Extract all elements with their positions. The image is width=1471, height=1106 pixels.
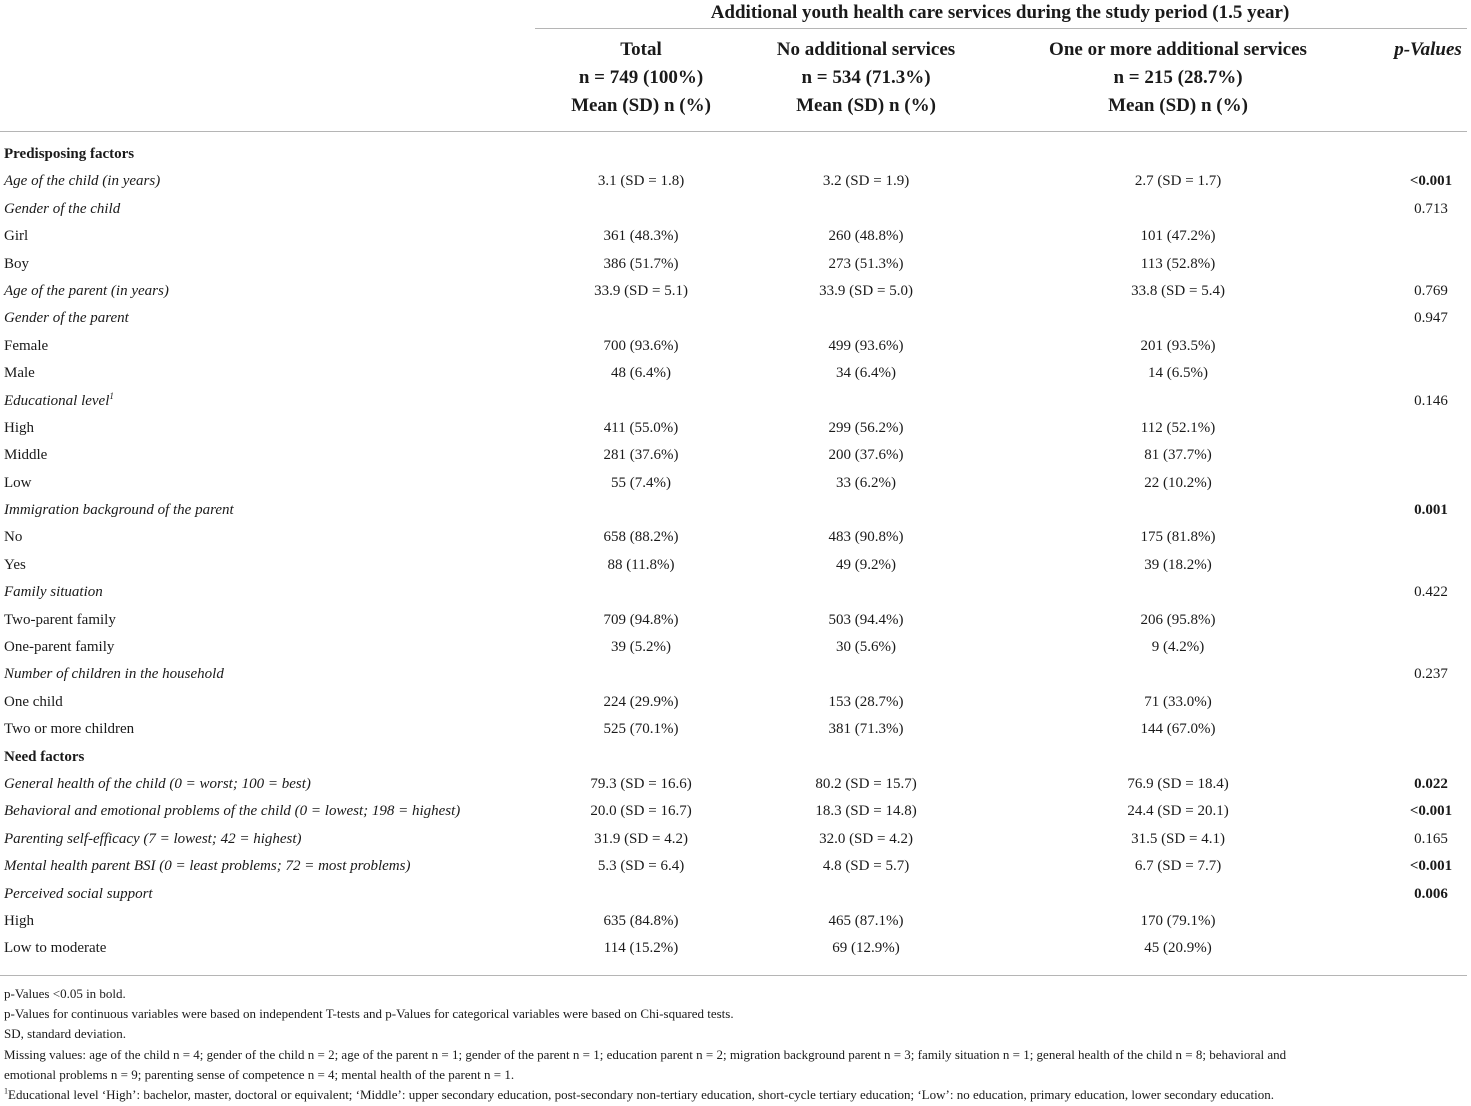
table-row: [0, 251, 1471, 278]
column-header-title: Total: [620, 39, 662, 60]
row-label: [4, 661, 224, 688]
cell-one-or-more: 14 (6.5%): [1148, 365, 1208, 382]
table-row: [0, 497, 1471, 524]
row-label-text: Family situation: [4, 584, 103, 601]
row-label: [4, 881, 153, 908]
table-row: [0, 661, 1471, 688]
cell-p-value: 0.165: [1414, 830, 1448, 847]
row-label-text: One child: [4, 693, 63, 710]
cell-total: 31.9 (SD = 4.2): [594, 830, 688, 847]
cell-one-or-more: 45 (20.9%): [1144, 940, 1212, 957]
table-row: [0, 552, 1471, 579]
row-label: [4, 579, 103, 606]
table-row: [0, 579, 1471, 606]
cell-one-or-more: 170 (79.1%): [1140, 912, 1216, 929]
row-label-text: Girl: [4, 228, 29, 245]
cell-total: 411 (55.0%): [603, 419, 679, 436]
note-footnote: [4, 1085, 1469, 1105]
column-header-title: One or more additional services: [1049, 39, 1307, 60]
row-label-text: Mental health parent BSI (0 = least problems; 72 = most problems): [4, 858, 411, 875]
row-label-text: Age of the parent (in years): [4, 282, 169, 299]
row-label: [4, 552, 26, 579]
table-row: [0, 634, 1471, 661]
cell-no-additional: 200 (37.6%): [828, 447, 904, 464]
column-header-title: No additional services: [776, 39, 956, 60]
cell-total: 88 (11.8%): [607, 556, 675, 573]
cell-total: 224 (29.9%): [603, 693, 679, 710]
cell-total: 5.3 (SD = 6.4): [597, 858, 685, 875]
cell-one-or-more: 76.9 (SD = 18.4): [1127, 775, 1229, 792]
cell-one-or-more: 33.8 (SD = 5.4): [1131, 282, 1225, 299]
table-row: [0, 853, 1471, 880]
column-header-stats: Mean (SD) n (%): [571, 95, 711, 116]
row-label-text: Immigration background of the parent: [4, 502, 234, 519]
row-label-text: Number of children in the household: [4, 666, 224, 683]
column-header-total: [535, 36, 747, 120]
cell-p-value: <0.001: [1409, 803, 1453, 820]
row-label-text: Yes: [4, 556, 26, 573]
row-label: [4, 470, 32, 497]
table-row: [0, 689, 1471, 716]
cell-one-or-more: 81 (37.7%): [1144, 447, 1212, 464]
cell-no-additional: 4.8 (SD = 5.7): [822, 858, 910, 875]
table-row: [0, 278, 1471, 305]
cell-p-value: 0.237: [1414, 666, 1448, 683]
cell-p-value: 0.001: [1414, 502, 1448, 519]
cell-one-or-more: 71 (33.0%): [1144, 693, 1212, 710]
cell-one-or-more: 101 (47.2%): [1140, 228, 1216, 245]
row-label: [4, 771, 311, 798]
table-notes: [4, 984, 1469, 1105]
cell-p-value: 0.022: [1414, 775, 1448, 792]
cell-no-additional: 33.9 (SD = 5.0): [819, 282, 913, 299]
cell-no-additional: 49 (9.2%): [836, 556, 896, 573]
column-header-stats: Mean (SD) n (%): [796, 95, 936, 116]
row-label-text: Educational level: [4, 392, 110, 409]
row-label-text: Two-parent family: [4, 611, 116, 628]
row-label: [4, 607, 116, 634]
row-label: [4, 744, 84, 771]
column-header-p-values: [1385, 36, 1471, 120]
row-label-text: Age of the child (in years): [4, 173, 161, 190]
table-row: [0, 442, 1471, 469]
table-row: [0, 935, 1471, 962]
table-row: [0, 360, 1471, 387]
cell-p-value: 0.422: [1414, 584, 1448, 601]
cell-p-value: 0.146: [1414, 392, 1448, 409]
row-label-text: Low to moderate: [4, 940, 107, 957]
section-header-row: [0, 141, 1471, 168]
note-bold: p-Values <0.05 in bold.: [4, 986, 126, 1001]
row-label: [4, 497, 234, 524]
cell-one-or-more: 22 (10.2%): [1144, 474, 1212, 491]
table-row: [0, 798, 1471, 825]
row-label: [4, 716, 134, 743]
cell-no-additional: 153 (28.7%): [828, 693, 904, 710]
row-label-text: Need factors: [4, 748, 85, 765]
cell-total: 658 (88.2%): [603, 529, 679, 546]
cell-total: 114 (15.2%): [603, 940, 679, 957]
cell-no-additional: 381 (71.3%): [828, 721, 904, 738]
cell-one-or-more: 2.7 (SD = 1.7): [1134, 173, 1222, 190]
row-label-text: Gender of the parent: [4, 310, 129, 327]
column-header-no-additional: [760, 36, 972, 120]
row-label-text: Middle: [4, 447, 48, 464]
row-label-text: Gender of the child: [4, 200, 121, 217]
row-label: [4, 196, 120, 223]
cell-total: 3.1 (SD = 1.8): [597, 173, 685, 190]
row-label: [4, 908, 34, 935]
header-rule: [0, 131, 1467, 132]
cell-total: 386 (51.7%): [603, 255, 679, 272]
row-label-text: Boy: [4, 255, 30, 272]
cell-total: 700 (93.6%): [603, 337, 679, 354]
table-row: [0, 168, 1471, 195]
row-label: [4, 415, 34, 442]
row-label: [4, 689, 63, 716]
cell-total: 33.9 (SD = 5.1): [594, 282, 688, 299]
row-label: [4, 305, 129, 332]
row-label-text: High: [4, 912, 34, 929]
row-label: [4, 442, 47, 469]
row-label: [4, 360, 35, 387]
table-row: [0, 607, 1471, 634]
cell-one-or-more: 206 (95.8%): [1140, 611, 1216, 628]
table-bottom-rule: [0, 975, 1467, 976]
cell-no-additional: 3.2 (SD = 1.9): [822, 173, 910, 190]
row-label: [4, 251, 29, 278]
row-label-text: Low: [4, 474, 32, 491]
cell-p-value: 0.006: [1414, 885, 1448, 902]
column-header-title: p-Values: [1394, 39, 1462, 60]
table-span-header: Additional youth health care services during the study period (1.5 year): [710, 2, 1290, 23]
cell-no-additional: 33 (6.2%): [836, 474, 896, 491]
column-header-one-or-more: [1034, 36, 1322, 120]
table-row: [0, 196, 1471, 223]
cell-one-or-more: 24.4 (SD = 20.1): [1127, 803, 1229, 820]
table-row: [0, 908, 1471, 935]
table-row: [0, 305, 1471, 332]
table-row: [0, 881, 1471, 908]
row-label: [4, 388, 114, 415]
footnote-ref: 1: [109, 390, 114, 401]
cell-one-or-more: 9 (4.2%): [1151, 639, 1205, 656]
cell-no-additional: 34 (6.4%): [836, 365, 896, 382]
row-label-text: Predisposing factors: [4, 146, 135, 162]
cell-total: 55 (7.4%): [611, 474, 671, 491]
table-row: [0, 333, 1471, 360]
cell-total: 361 (48.3%): [603, 228, 679, 245]
row-label: [4, 935, 106, 962]
cell-p-value: <0.001: [1409, 858, 1453, 875]
note-tests: p-Values for continuous variables were based on independent T-tests and p-Values for categorical variables were based on Chi-squared tests.: [4, 1006, 734, 1022]
cell-one-or-more: 31.5 (SD = 4.1): [1131, 830, 1225, 847]
column-header-n: n = 534 (71.3%): [801, 67, 931, 88]
cell-total: 525 (70.1%): [603, 721, 679, 738]
cell-one-or-more: 6.7 (SD = 7.7): [1134, 858, 1222, 875]
row-label-text: One-parent family: [4, 639, 115, 656]
table-row: [0, 470, 1471, 497]
cell-total: 39 (5.2%): [611, 639, 671, 656]
table-row: [0, 524, 1471, 551]
table-row: [0, 716, 1471, 743]
table-row: [0, 388, 1471, 415]
cell-total: 635 (84.8%): [603, 912, 679, 929]
table-row: [0, 415, 1471, 442]
cell-p-value: 0.713: [1414, 200, 1448, 217]
note-missing-line2: emotional problems n = 9; parenting sense of competence n = 4; mental health of the parent n = 1.: [4, 1066, 515, 1082]
cell-total: 281 (37.6%): [603, 447, 679, 464]
row-label: [4, 168, 160, 195]
cell-one-or-more: 113 (52.8%): [1140, 255, 1216, 272]
row-label: [4, 223, 28, 250]
section-header-row: [0, 744, 1471, 771]
row-label: [4, 141, 134, 168]
row-label-text: Female: [4, 337, 49, 354]
column-header-n: n = 749 (100%): [578, 67, 704, 88]
cell-total: 20.0 (SD = 16.7): [590, 803, 692, 820]
footnote-text: Educational level ‘High’: bachelor, master, doctoral or equivalent; ‘Middle’: upper secondary education, post-secondary non-tertiary education, short-cycle tertiary education; ‘Low’: no education, primary education, lower secondary education.: [8, 1087, 1274, 1103]
row-label-text: General health of the child (0 = worst; 100 = best): [4, 775, 311, 792]
cell-total: 709 (94.8%): [603, 611, 679, 628]
note-sd: SD, standard deviation.: [4, 1026, 127, 1042]
cell-one-or-more: 39 (18.2%): [1144, 556, 1212, 573]
cell-one-or-more: 201 (93.5%): [1140, 337, 1216, 354]
table-row: [0, 771, 1471, 798]
span-header-rule: [535, 28, 1467, 29]
row-label: [4, 853, 410, 880]
table-row: [0, 223, 1471, 250]
cell-one-or-more: 144 (67.0%): [1140, 721, 1216, 738]
cell-no-additional: 80.2 (SD = 15.7): [815, 775, 917, 792]
cell-no-additional: 18.3 (SD = 14.8): [815, 803, 917, 820]
cell-no-additional: 30 (5.6%): [836, 639, 896, 656]
cell-p-value: <0.001: [1409, 173, 1453, 190]
cell-no-additional: 483 (90.8%): [828, 529, 904, 546]
table-body: [0, 141, 1471, 963]
row-label-text: Male: [4, 365, 35, 382]
column-header-stats: Mean (SD) n (%): [1108, 95, 1248, 116]
cell-no-additional: 32.0 (SD = 4.2): [819, 830, 913, 847]
footnote-mark: 1: [4, 1086, 8, 1096]
cell-no-additional: 69 (12.9%): [832, 940, 900, 957]
cell-p-value: 0.947: [1414, 310, 1448, 327]
cell-no-additional: 499 (93.6%): [828, 337, 904, 354]
cell-no-additional: 260 (48.8%): [828, 228, 904, 245]
row-label: [4, 798, 460, 825]
row-label-text: Parenting self-efficacy (7 = lowest; 42 = highest): [4, 830, 302, 847]
row-label: [4, 524, 22, 551]
row-label: [4, 278, 169, 305]
cell-no-additional: 465 (87.1%): [828, 912, 904, 929]
row-label-text: No: [4, 529, 23, 546]
row-label: [4, 333, 48, 360]
cell-no-additional: 299 (56.2%): [828, 419, 904, 436]
row-label-text: Perceived social support: [4, 885, 153, 902]
column-header-n: n = 215 (28.7%): [1113, 67, 1243, 88]
cell-one-or-more: 175 (81.8%): [1140, 529, 1216, 546]
row-label-text: High: [4, 419, 34, 436]
row-label: [4, 634, 114, 661]
row-label-text: Behavioral and emotional problems of the child (0 = lowest; 198 = highest): [4, 803, 461, 820]
row-label-text: Two or more children: [4, 721, 135, 738]
cell-total: 48 (6.4%): [611, 365, 671, 382]
note-missing-line1: Missing values: age of the child n = 4; gender of the child n = 2; age of the parent n = 1; gender of the parent n = 1; education parent n = 2; migration background parent n = 3; family situation n = 1; general health of the child n = 8; behavioral and: [4, 1046, 1287, 1062]
table-row: [0, 826, 1471, 853]
cell-no-additional: 503 (94.4%): [828, 611, 904, 628]
cell-p-value: 0.769: [1414, 282, 1448, 299]
cell-total: 79.3 (SD = 16.6): [590, 775, 692, 792]
row-label: [4, 826, 302, 853]
cell-one-or-more: 112 (52.1%): [1140, 419, 1216, 436]
cell-no-additional: 273 (51.3%): [828, 255, 904, 272]
